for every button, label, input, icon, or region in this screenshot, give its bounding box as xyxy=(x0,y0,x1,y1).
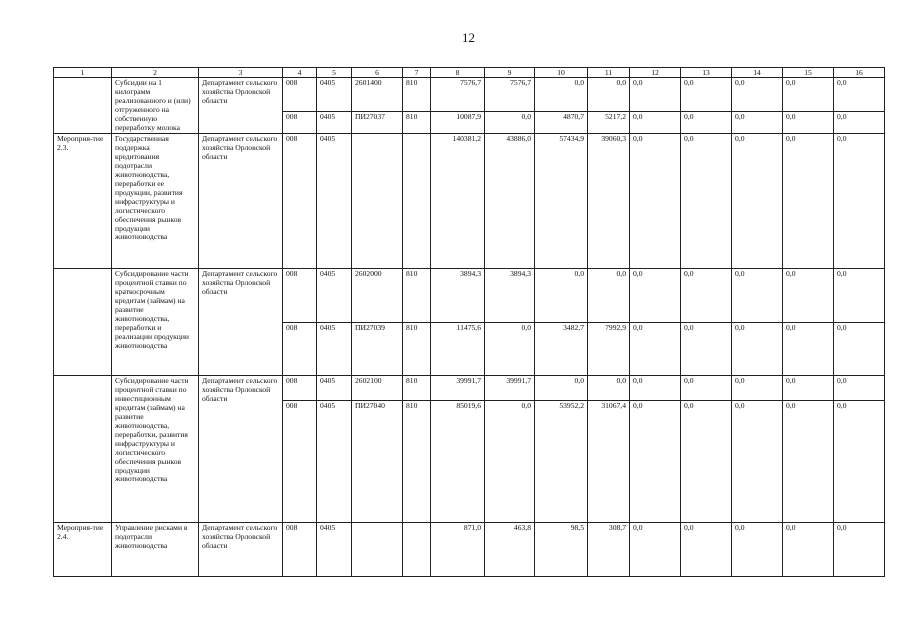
value-cell: 4870,7 xyxy=(535,111,588,134)
header-cell: 9 xyxy=(485,68,535,78)
value-cell: 0,0 xyxy=(681,323,732,376)
value-cell: 43886,0 xyxy=(485,134,535,269)
value-cell: 008 xyxy=(283,269,317,323)
value-cell: 0,0 xyxy=(783,134,834,269)
value-cell: ПИ27037 xyxy=(352,111,403,134)
measure-cell: Мероприя-тие 2.4. xyxy=(54,523,112,577)
header-cell: 1 xyxy=(54,68,112,78)
value-cell: 0,0 xyxy=(681,269,732,323)
value-cell: 810 xyxy=(403,376,431,401)
value-cell xyxy=(352,523,403,577)
value-cell: 0405 xyxy=(317,323,352,376)
value-cell: 008 xyxy=(283,401,317,523)
value-cell: 0,0 xyxy=(681,111,732,134)
department-cell: Департамент сельского хозяйства Орловской области xyxy=(199,134,283,269)
value-cell: 39060,3 xyxy=(588,134,630,269)
value-cell: 0,0 xyxy=(732,134,783,269)
value-cell: 0405 xyxy=(317,523,352,577)
value-cell: 10087,9 xyxy=(431,111,485,134)
description-cell: Субсидии на 1 килограмм реализованного и (или) отгруженного на собственную переработку молока xyxy=(112,78,199,134)
value-cell: 0,0 xyxy=(783,323,834,376)
header-cell: 8 xyxy=(431,68,485,78)
value-cell: 463,8 xyxy=(485,523,535,577)
table-row xyxy=(54,376,885,401)
value-cell: 008 xyxy=(283,111,317,134)
value-cell: 11475,6 xyxy=(431,323,485,376)
value-cell: 0,0 xyxy=(630,111,681,134)
table-row xyxy=(54,134,885,269)
value-cell: 0,0 xyxy=(732,323,783,376)
value-cell: 0,0 xyxy=(783,523,834,577)
value-cell: 0,0 xyxy=(485,323,535,376)
value-cell: 0,0 xyxy=(588,269,630,323)
value-cell: ПИ27040 xyxy=(352,401,403,523)
value-cell: 0,0 xyxy=(535,269,588,323)
value-cell: 0,0 xyxy=(834,111,885,134)
value-cell: 7576,7 xyxy=(485,78,535,112)
value-cell: 0,0 xyxy=(732,376,783,401)
value-cell: 98,5 xyxy=(535,523,588,577)
measure-cell: Мероприя-тие 2.3. xyxy=(54,134,112,269)
header-cell: 11 xyxy=(588,68,630,78)
value-cell xyxy=(403,134,431,269)
value-cell: 0405 xyxy=(317,401,352,523)
value-cell: 7576,7 xyxy=(431,78,485,112)
value-cell: 0,0 xyxy=(732,78,783,112)
value-cell: 0,0 xyxy=(681,134,732,269)
value-cell: 0,0 xyxy=(630,78,681,112)
department-cell: Департамент сельского хозяйства Орловской области xyxy=(199,78,283,134)
value-cell: 810 xyxy=(403,269,431,323)
value-cell: 0,0 xyxy=(681,376,732,401)
header-cell: 10 xyxy=(535,68,588,78)
value-cell: 7992,9 xyxy=(588,323,630,376)
header-cell: 4 xyxy=(283,68,317,78)
value-cell: 57434,9 xyxy=(535,134,588,269)
description-cell: Государственная поддержка кредитования подотрасли животноводства, переработки ее продукции, развития инфраструктуры и логистического обеспечения рынков продукции животноводства xyxy=(112,134,199,269)
header-cell: 12 xyxy=(630,68,681,78)
description-cell: Субсидирование части процентной ставки по краткосрочным кредитам (займам) на развитие животноводства, переработки и реализации продукции животноводства xyxy=(112,269,199,376)
value-cell: 810 xyxy=(403,323,431,376)
value-cell: 0,0 xyxy=(834,401,885,523)
value-cell: 0,0 xyxy=(783,401,834,523)
value-cell: 0,0 xyxy=(630,323,681,376)
value-cell: 008 xyxy=(283,323,317,376)
value-cell: 0,0 xyxy=(783,111,834,134)
budget-table xyxy=(53,67,885,577)
value-cell: 0,0 xyxy=(485,111,535,134)
value-cell: 0,0 xyxy=(681,78,732,112)
value-cell: 0,0 xyxy=(834,78,885,112)
value-cell: 0,0 xyxy=(630,523,681,577)
value-cell: 810 xyxy=(403,111,431,134)
value-cell: 39991,7 xyxy=(485,376,535,401)
value-cell: 3482,7 xyxy=(535,323,588,376)
value-cell: 0,0 xyxy=(834,134,885,269)
value-cell: 008 xyxy=(283,78,317,112)
measure-cell xyxy=(54,78,112,134)
header-cell: 15 xyxy=(783,68,834,78)
header-cell: 7 xyxy=(403,68,431,78)
value-cell: 2601400 xyxy=(352,78,403,112)
value-cell: 0405 xyxy=(317,134,352,269)
value-cell: 0,0 xyxy=(630,376,681,401)
value-cell xyxy=(403,523,431,577)
value-cell: 0,0 xyxy=(783,78,834,112)
value-cell: 0,0 xyxy=(732,111,783,134)
value-cell: 871,0 xyxy=(431,523,485,577)
header-cell: 13 xyxy=(681,68,732,78)
value-cell: 5217,2 xyxy=(588,111,630,134)
measure-cell xyxy=(54,376,112,523)
value-cell: 008 xyxy=(283,523,317,577)
value-cell: 53952,2 xyxy=(535,401,588,523)
value-cell: 0,0 xyxy=(732,269,783,323)
value-cell: 0405 xyxy=(317,269,352,323)
table-row xyxy=(54,523,885,577)
header-cell: 2 xyxy=(112,68,199,78)
value-cell: 0,0 xyxy=(588,376,630,401)
value-cell: 0,0 xyxy=(630,134,681,269)
value-cell: 0,0 xyxy=(535,78,588,112)
header-cell: 3 xyxy=(199,68,283,78)
page-number: 12 xyxy=(462,30,475,45)
value-cell: 0,0 xyxy=(535,376,588,401)
value-cell: 0,0 xyxy=(834,376,885,401)
measure-cell xyxy=(54,269,112,376)
value-cell: 3894,3 xyxy=(431,269,485,323)
value-cell: 008 xyxy=(283,134,317,269)
value-cell: 308,7 xyxy=(588,523,630,577)
value-cell: 008 xyxy=(283,376,317,401)
value-cell: 0,0 xyxy=(732,523,783,577)
header-cell: 6 xyxy=(352,68,403,78)
header-cell: 5 xyxy=(317,68,352,78)
value-cell: 2602100 xyxy=(352,376,403,401)
value-cell: 2602000 xyxy=(352,269,403,323)
value-cell: 39991,7 xyxy=(431,376,485,401)
value-cell: 0,0 xyxy=(834,323,885,376)
value-cell: 810 xyxy=(403,401,431,523)
header-row xyxy=(54,68,885,78)
value-cell: 31067,4 xyxy=(588,401,630,523)
value-cell: 0405 xyxy=(317,111,352,134)
value-cell: 0405 xyxy=(317,376,352,401)
value-cell: 0,0 xyxy=(485,401,535,523)
table-row xyxy=(54,78,885,112)
department-cell: Департамент сельского хозяйства Орловской области xyxy=(199,269,283,376)
value-cell: 0,0 xyxy=(588,78,630,112)
description-cell: Субсидирование части процентной ставки по инвестиционным кредитам (займам) на развитие животноводства, переработки, развития инфраструктуры и логистического обеспечения рынков продукции животноводства xyxy=(112,376,199,523)
value-cell: 85019,6 xyxy=(431,401,485,523)
value-cell: 140381,2 xyxy=(431,134,485,269)
value-cell xyxy=(352,134,403,269)
description-cell: Управление рисками в подотрасли животноводства xyxy=(112,523,199,577)
value-cell: 0,0 xyxy=(783,376,834,401)
value-cell: 0405 xyxy=(317,78,352,112)
value-cell: 0,0 xyxy=(732,401,783,523)
value-cell: 0,0 xyxy=(630,401,681,523)
value-cell: 0,0 xyxy=(681,401,732,523)
department-cell: Департамент сельского хозяйства Орловской области xyxy=(199,376,283,523)
table-row xyxy=(54,269,885,323)
department-cell: Департамент сельского хозяйства Орловской области xyxy=(199,523,283,577)
header-cell: 14 xyxy=(732,68,783,78)
value-cell: 0,0 xyxy=(783,269,834,323)
value-cell: 810 xyxy=(403,78,431,112)
value-cell: 0,0 xyxy=(834,523,885,577)
value-cell: 0,0 xyxy=(630,269,681,323)
value-cell: ПИ27039 xyxy=(352,323,403,376)
value-cell: 3894,3 xyxy=(485,269,535,323)
header-cell: 16 xyxy=(834,68,885,78)
value-cell: 0,0 xyxy=(681,523,732,577)
value-cell: 0,0 xyxy=(834,269,885,323)
